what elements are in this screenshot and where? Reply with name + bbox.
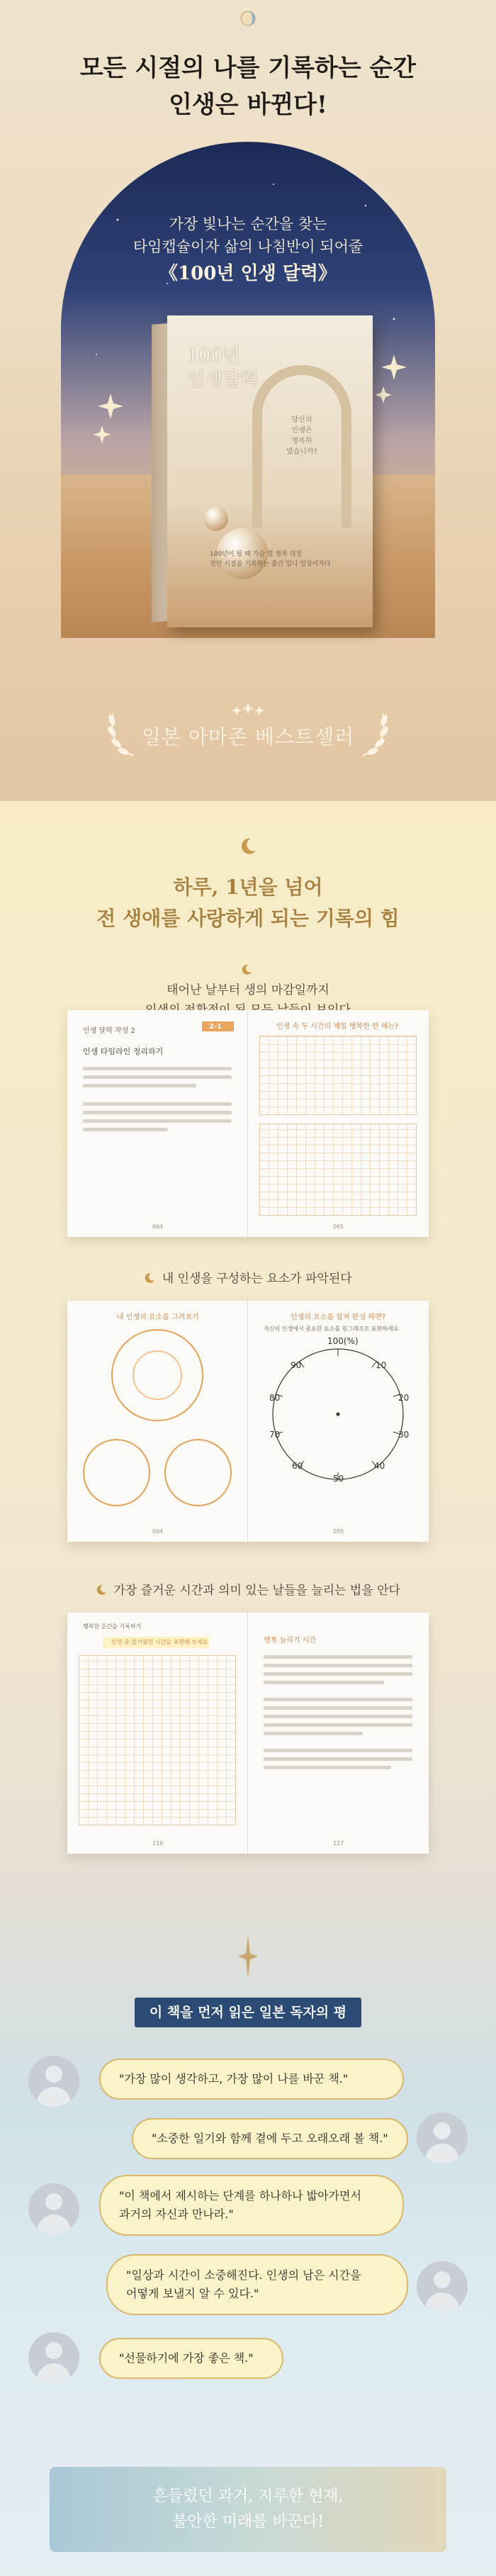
spread-page-left	[67, 1613, 248, 1854]
spread-right-head: 행복 늘리기 시간	[264, 1637, 316, 1645]
spread-right-head: 인생의 요소를 합쳐 완성 하면?	[291, 1314, 385, 1321]
page-number-right: 117	[333, 1840, 344, 1847]
sparkle-star-icon	[238, 1935, 258, 1978]
reviewer-avatar	[417, 2112, 468, 2163]
review-5-text: "선물하기에 가장 좋은 책."	[119, 2351, 254, 2365]
bestseller-badge	[0, 722, 496, 750]
dial-label-50: 50	[333, 1474, 344, 1484]
spread-right-subhead: 자신의 인생에서 중요한 요소를 원그래프로 표현하세요	[264, 1326, 399, 1332]
review-bubble-3	[99, 2175, 404, 2236]
review-3-line2: 과거의 자신과 만나라."	[119, 2207, 234, 2221]
reviewer-avatar	[28, 2183, 79, 2234]
book-cover-text	[210, 549, 351, 569]
crescent-moon-icon	[96, 1584, 107, 1596]
spread-left-banner: 인생 중 즐거웠던 시간을 표현해 보세요	[111, 1639, 208, 1645]
crescent-moon-icon	[241, 964, 252, 975]
reviewer-avatar	[28, 2056, 79, 2107]
dial-label-40: 40	[374, 1461, 385, 1471]
bestseller-text: 일본 아마존 베스트셀러	[141, 725, 355, 749]
hero-headline	[0, 50, 496, 123]
review-bubble-1	[99, 2059, 404, 2100]
feature-caption-3-text: 가장 즐거운 시간과 의미 있는 날들을 늘리는 법을 안다	[113, 1584, 400, 1598]
book-spine	[152, 323, 167, 622]
glass-sphere-icon	[204, 507, 228, 531]
dial-label-100: 100(%)	[327, 1336, 359, 1346]
spread-left-head: 인생 달력 작성 2	[83, 1027, 135, 1035]
dial-label-80: 80	[269, 1393, 281, 1403]
review-4-line2: 어떻게 보낼지 알 수 있다."	[126, 2287, 259, 2300]
page-number-left: 116	[152, 1840, 164, 1847]
hero-subheadline	[0, 213, 496, 289]
spread-left-head: 내 인생의 요소를 그려보기	[117, 1314, 199, 1321]
feature-caption-2-text: 내 인생을 구성하는 요소가 파악된다	[162, 1272, 352, 1286]
book-question-3: 행복하	[291, 437, 312, 445]
book-front	[167, 315, 373, 627]
feature-caption-1-line1: 태어난 날부터 생의 마감일까지	[167, 983, 329, 997]
hero-headline-line1: 모든 시절의 나를 기록하는 순간	[79, 54, 417, 82]
hero-sub-line3: 《100년 인생 달력》	[159, 263, 337, 284]
dial-label-90: 90	[291, 1360, 302, 1370]
hero-sub-line2: 타임캡슐이자 삶의 나침반이 되어줄	[133, 238, 363, 255]
closing-line2: 불안한 미래를 바꾼다!	[171, 2513, 325, 2531]
feature-caption-3	[0, 1581, 496, 1601]
moon-sun-icon	[239, 10, 257, 27]
hero-headline-line2: 인생은 바뀐다!	[169, 91, 327, 119]
review-bubble-2	[132, 2118, 408, 2159]
dial-label-60: 60	[292, 1461, 303, 1471]
feature-caption-2	[0, 1269, 496, 1289]
page-number-left: 064	[152, 1223, 164, 1230]
three-stars-icon	[231, 702, 265, 716]
review-1-text: "가장 많이 생각하고, 가장 많이 나를 바꾼 책."	[119, 2072, 349, 2085]
feature-title	[0, 872, 496, 934]
book-title	[187, 344, 258, 392]
hero-sub-line1: 가장 빛나는 순간을 찾는	[169, 215, 327, 233]
spread-page-right	[248, 1301, 429, 1542]
spread-left-subhead: 인생 타임라인 정리하기	[83, 1047, 164, 1056]
book-cover-text-1: 100년이 될 때 가슴 떨 행복 대정	[210, 551, 302, 558]
percentage-dial	[267, 1343, 409, 1485]
spread-left-num: 2-1	[209, 1023, 222, 1031]
book-spread-elements	[67, 1301, 429, 1542]
book-title-line1: 100년	[187, 345, 240, 366]
page-number-right: 065	[333, 1223, 344, 1230]
dial-label-70: 70	[269, 1430, 281, 1440]
book-title-line2: 인생달력	[187, 369, 259, 391]
book-spread-happiness	[67, 1613, 429, 1854]
reviews-banner: 이 책을 먼저 읽은 일본 독자의 평	[135, 1998, 361, 2027]
crescent-moon-icon	[144, 1272, 155, 1284]
review-3-line1: "이 책에서 제시하는 단계를 하나하나 밟아가면서	[119, 2189, 361, 2202]
spread-left-head: 행복한 순간을 기록하기	[83, 1623, 142, 1630]
book-question-2: 인생은	[291, 427, 312, 435]
book-question	[274, 415, 330, 457]
reviewer-avatar	[417, 2261, 468, 2312]
crescent-moon-icon	[238, 836, 258, 856]
review-4-line1: "일상과 시간이 소중해진다. 인생의 남은 시간을	[126, 2268, 361, 2282]
closing-banner	[50, 2467, 446, 2552]
book-question-1: 당신의	[291, 416, 312, 424]
spread-page-left	[67, 1010, 248, 1237]
spread-page-right	[248, 1613, 429, 1854]
hero-section	[0, 0, 496, 801]
page-number-right: 095	[333, 1528, 344, 1535]
spread-page-left	[67, 1301, 248, 1542]
dial-label-10: 10	[376, 1360, 387, 1370]
closing-line1: 흔들렸던 과거, 지루한 현재,	[152, 2487, 344, 2505]
book-question-4: 였습니까?	[286, 448, 317, 456]
feature-title-line1: 하루, 1년을 넘어	[173, 875, 323, 899]
spread-page-right	[248, 1010, 429, 1237]
page-number-left: 094	[152, 1528, 164, 1535]
dial-label-30: 30	[398, 1430, 410, 1440]
review-bubble-5	[99, 2338, 283, 2379]
book-cover-text-2: 전인 시절을 기록하는 출간 입니 일상이자다	[210, 561, 331, 568]
reviews-section	[0, 1914, 496, 2576]
book-cover	[167, 315, 373, 627]
spread-right-head: 인생 속 두 시간의 제일 행복한 한 해는?	[276, 1023, 399, 1031]
feature-title-line2: 전 생애를 사랑하게 되는 기록의 힘	[96, 907, 400, 930]
review-2-text: "소중한 일기와 함께 곁에 두고 오래오래 볼 책."	[152, 2132, 388, 2145]
reviewer-avatar	[28, 2332, 79, 2383]
dial-label-20: 20	[398, 1393, 410, 1403]
review-bubble-4	[106, 2254, 408, 2315]
book-spread-timeline	[67, 1010, 429, 1237]
